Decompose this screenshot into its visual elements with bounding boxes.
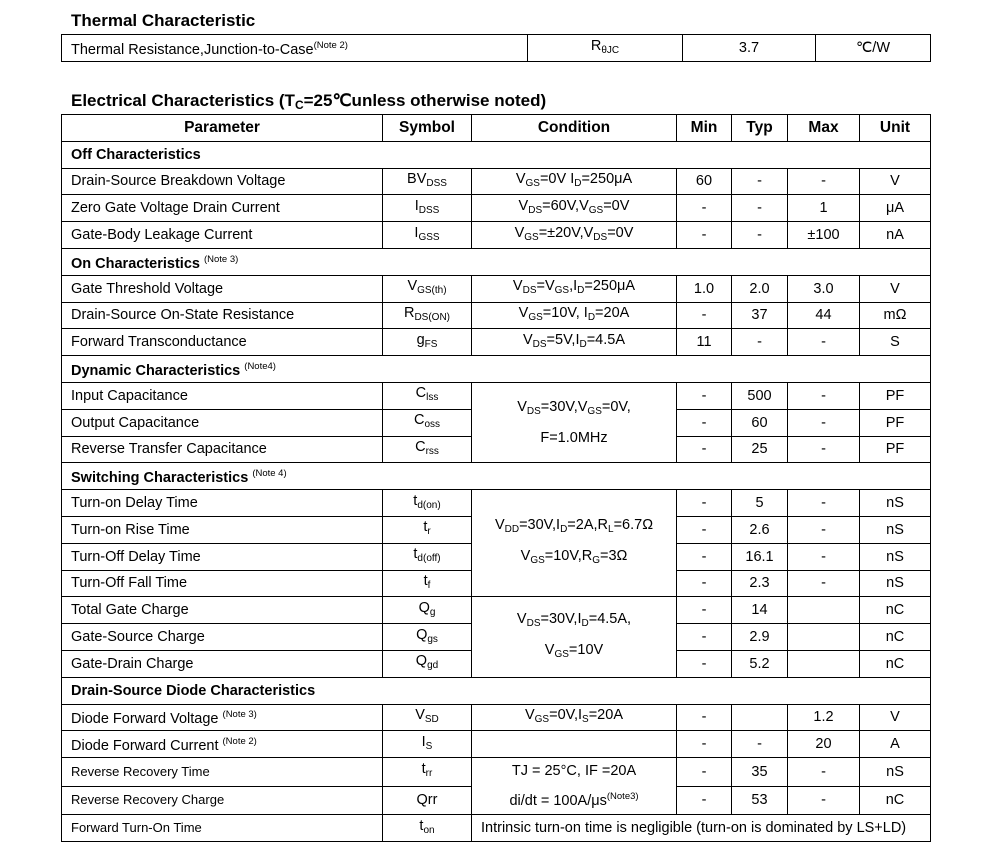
symbol-cell: $t_{rr}$ bbox=[383, 758, 472, 787]
max-cell bbox=[788, 650, 860, 677]
param-cell: Gate Threshold Voltage bbox=[62, 275, 383, 302]
typ-cell: - bbox=[732, 195, 788, 222]
unit-cell: μA bbox=[860, 195, 931, 222]
thermal-symbol: $R_{\theta JC}$ bbox=[528, 35, 683, 62]
typ-cell: 500 bbox=[732, 382, 788, 409]
typ-cell: 14 bbox=[732, 597, 788, 624]
typ-cell: 2.3 bbox=[732, 570, 788, 597]
max-cell: 20 bbox=[788, 731, 860, 758]
unit-cell: V bbox=[860, 704, 931, 731]
unit-cell: V bbox=[860, 275, 931, 302]
symbol-cell: $g_{FS}$ bbox=[383, 329, 472, 356]
table-row bbox=[62, 731, 931, 758]
param-cell: Turn-on Rise Time bbox=[62, 516, 383, 543]
typ-cell: 2.0 bbox=[732, 275, 788, 302]
table-row bbox=[62, 302, 931, 329]
symbol-cell: $C_{oss}$ bbox=[383, 409, 472, 436]
param-cell: Output Capacitance bbox=[62, 409, 383, 436]
table-row bbox=[62, 195, 931, 222]
section-switching: Switching Characteristics $^{(Note 4)}$ bbox=[62, 463, 931, 490]
condition-cell: $V_{DS}=60V,V_{GS}=0V$ bbox=[472, 195, 677, 222]
param-cell: Total Gate Charge bbox=[62, 597, 383, 624]
unit-cell: PF bbox=[860, 382, 931, 409]
col-header-typ: Typ bbox=[732, 115, 788, 142]
condition-cell: $V_{GS}=10V$, $I_D=20A$ bbox=[472, 302, 677, 329]
typ-cell bbox=[732, 704, 788, 731]
symbol-cell: $t_{d(on)}$ bbox=[383, 490, 472, 517]
min-cell: - bbox=[677, 516, 732, 543]
symbol-cell: $V_{SD}$ bbox=[383, 704, 472, 731]
condition-cell: $V_{DS}=30V,V_{GS}=0V$, F=1.0MHz bbox=[472, 382, 677, 462]
table-row bbox=[62, 704, 931, 731]
max-cell bbox=[788, 597, 860, 624]
min-cell: - bbox=[677, 222, 732, 249]
unit-cell: nS bbox=[860, 490, 931, 517]
symbol-cell: $Q_{gs}$ bbox=[383, 624, 472, 651]
typ-cell: 2.9 bbox=[732, 624, 788, 651]
unit-cell: nC bbox=[860, 597, 931, 624]
param-cell: Reverse Recovery Time bbox=[62, 758, 383, 787]
section-on: On Characteristics $^{(Note 3)}$ bbox=[62, 248, 931, 275]
param-cell: Input Capacitance bbox=[62, 382, 383, 409]
param-cell: Drain-Source On-State Resistance bbox=[62, 302, 383, 329]
col-header-min: Min bbox=[677, 115, 732, 142]
unit-cell: PF bbox=[860, 436, 931, 463]
max-cell: - bbox=[788, 758, 860, 787]
max-cell: - bbox=[788, 436, 860, 463]
max-cell: 1 bbox=[788, 195, 860, 222]
min-cell: - bbox=[677, 570, 732, 597]
symbol-cell: $I_S$ bbox=[383, 731, 472, 758]
symbol-cell: $I_{GSS}$ bbox=[383, 222, 472, 249]
param-cell: Gate-Drain Charge bbox=[62, 650, 383, 677]
unit-cell: nC bbox=[860, 650, 931, 677]
unit-cell: nA bbox=[860, 222, 931, 249]
symbol-cell: $V_{GS(th)}$ bbox=[383, 275, 472, 302]
thermal-title: Thermal Characteristic bbox=[71, 11, 256, 30]
section-row bbox=[62, 356, 931, 383]
param-cell: Zero Gate Voltage Drain Current bbox=[62, 195, 383, 222]
condition-cell: $V_{GS}=\pm 20V,V_{DS}=0V$ bbox=[472, 222, 677, 249]
symbol-cell: $t_f$ bbox=[383, 570, 472, 597]
unit-cell: nS bbox=[860, 516, 931, 543]
col-header-symbol: Symbol bbox=[383, 115, 472, 142]
symbol-cell: $I_{DSS}$ bbox=[383, 195, 472, 222]
param-cell: Gate-Body Leakage Current bbox=[62, 222, 383, 249]
unit-cell: nS bbox=[860, 570, 931, 597]
header-row bbox=[62, 115, 931, 142]
min-cell: 1.0 bbox=[677, 275, 732, 302]
col-header-unit: Unit bbox=[860, 115, 931, 142]
min-cell: - bbox=[677, 731, 732, 758]
min-cell: - bbox=[677, 302, 732, 329]
param-cell: Forward Transconductance bbox=[62, 329, 383, 356]
max-cell: ±100 bbox=[788, 222, 860, 249]
symbol-cell: $BV_{DSS}$ bbox=[383, 168, 472, 195]
symbol-cell: Qrr bbox=[383, 786, 472, 815]
table-row bbox=[62, 275, 931, 302]
param-cell: Gate-Source Charge bbox=[62, 624, 383, 651]
symbol-cell: $C_{lss}$ bbox=[383, 382, 472, 409]
min-cell: - bbox=[677, 490, 732, 517]
section-dynamic: Dynamic Characteristics $^{(Note4)}$ bbox=[62, 356, 931, 383]
symbol-cell: $t_{on}$ bbox=[383, 815, 472, 842]
max-cell: - bbox=[788, 786, 860, 815]
condition-cell: Intrinsic turn-on time is negligible (turn-on is dominated by LS+LD) bbox=[472, 815, 931, 842]
condition-cell: TJ = 25°C, IF =20A di/dt = 100A/μs$^{(Note3)}$ bbox=[472, 758, 677, 815]
typ-cell: - bbox=[732, 222, 788, 249]
electrical-title: Electrical Characteristics ($T_C=25℃unless$ otherwise noted) bbox=[71, 91, 547, 112]
unit-cell: S bbox=[860, 329, 931, 356]
unit-cell: mΩ bbox=[860, 302, 931, 329]
section-off: Off Characteristics bbox=[62, 141, 931, 168]
max-cell bbox=[788, 624, 860, 651]
table-row bbox=[62, 35, 931, 62]
param-cell: Turn-Off Delay Time bbox=[62, 543, 383, 570]
min-cell: - bbox=[677, 597, 732, 624]
thermal-table bbox=[61, 34, 931, 62]
typ-cell: 53 bbox=[732, 786, 788, 815]
min-cell: - bbox=[677, 543, 732, 570]
min-cell: - bbox=[677, 624, 732, 651]
max-cell: - bbox=[788, 168, 860, 195]
condition-cell bbox=[472, 731, 677, 758]
unit-cell: PF bbox=[860, 409, 931, 436]
param-cell: Forward Turn-On Time bbox=[62, 815, 383, 842]
param-cell: Reverse Recovery Charge bbox=[62, 786, 383, 815]
unit-cell: V bbox=[860, 168, 931, 195]
col-header-condition: Condition bbox=[472, 115, 677, 142]
thermal-param: Thermal Resistance,Junction-to-Case$^{(Note 2)}$ bbox=[62, 35, 528, 62]
max-cell: - bbox=[788, 329, 860, 356]
min-cell: 60 bbox=[677, 168, 732, 195]
param-cell: Diode Forward Current $^{(Note 2)}$ bbox=[62, 731, 383, 758]
max-cell: 44 bbox=[788, 302, 860, 329]
table-row bbox=[62, 758, 931, 787]
section-row bbox=[62, 248, 931, 275]
typ-cell: - bbox=[732, 168, 788, 195]
section-row bbox=[62, 463, 931, 490]
typ-cell: 5.2 bbox=[732, 650, 788, 677]
unit-cell: nS bbox=[860, 543, 931, 570]
symbol-cell: $Q_g$ bbox=[383, 597, 472, 624]
min-cell: - bbox=[677, 382, 732, 409]
condition-cell: $V_{GS}=0V,I_S=20A$ bbox=[472, 704, 677, 731]
max-cell: - bbox=[788, 543, 860, 570]
min-cell: - bbox=[677, 704, 732, 731]
min-cell: 11 bbox=[677, 329, 732, 356]
thermal-unit: ℃/W bbox=[816, 35, 931, 62]
min-cell: - bbox=[677, 650, 732, 677]
max-cell: 3.0 bbox=[788, 275, 860, 302]
symbol-cell: $R_{DS(ON)}$ bbox=[383, 302, 472, 329]
condition-cell: $V_{DS}=V_{GS},I_D=250\mu A$ bbox=[472, 275, 677, 302]
max-cell: - bbox=[788, 490, 860, 517]
table-row bbox=[62, 222, 931, 249]
min-cell: - bbox=[677, 436, 732, 463]
thermal-value: 3.7 bbox=[683, 35, 816, 62]
symbol-cell: $C_{rss}$ bbox=[383, 436, 472, 463]
typ-cell: 37 bbox=[732, 302, 788, 329]
col-header-parameter: Parameter bbox=[62, 115, 383, 142]
condition-cell: $V_{GS}=0V$ $I_D=250\mu A$ bbox=[472, 168, 677, 195]
col-header-max: Max bbox=[788, 115, 860, 142]
unit-cell: nC bbox=[860, 624, 931, 651]
max-cell: - bbox=[788, 382, 860, 409]
typ-cell: 60 bbox=[732, 409, 788, 436]
min-cell: - bbox=[677, 758, 732, 787]
param-cell: Drain-Source Breakdown Voltage bbox=[62, 168, 383, 195]
symbol-cell: $Q_{gd}$ bbox=[383, 650, 472, 677]
min-cell: - bbox=[677, 409, 732, 436]
param-cell: Reverse Transfer Capacitance bbox=[62, 436, 383, 463]
typ-cell: 16.1 bbox=[732, 543, 788, 570]
table-row bbox=[62, 168, 931, 195]
min-cell: - bbox=[677, 786, 732, 815]
table-row bbox=[62, 815, 931, 842]
param-cell: Diode Forward Voltage $^{(Note 3)}$ bbox=[62, 704, 383, 731]
param-cell: Turn-Off Fall Time bbox=[62, 570, 383, 597]
condition-cell: $V_{DD}=30V,I_D=2A,R_L=6.7\Omega$ $V_{GS}=10V,R_G=3\Omega$ bbox=[472, 490, 677, 597]
typ-cell: 5 bbox=[732, 490, 788, 517]
max-cell: - bbox=[788, 570, 860, 597]
condition-cell: $V_{DS}=30V,I_D=4.5A$, $V_{GS}=10V$ bbox=[472, 597, 677, 677]
typ-cell: 2.6 bbox=[732, 516, 788, 543]
max-cell: 1.2 bbox=[788, 704, 860, 731]
section-row bbox=[62, 677, 931, 704]
unit-cell: nS bbox=[860, 758, 931, 787]
symbol-cell: $t_r$ bbox=[383, 516, 472, 543]
min-cell: - bbox=[677, 195, 732, 222]
typ-cell: 35 bbox=[732, 758, 788, 787]
condition-cell: $V_{DS}=5V,I_D=4.5A$ bbox=[472, 329, 677, 356]
unit-cell: A bbox=[860, 731, 931, 758]
max-cell: - bbox=[788, 409, 860, 436]
table-row bbox=[62, 382, 931, 409]
electrical-table bbox=[61, 114, 931, 842]
table-row bbox=[62, 597, 931, 624]
typ-cell: - bbox=[732, 329, 788, 356]
symbol-cell: $t_{d(off)}$ bbox=[383, 543, 472, 570]
max-cell: - bbox=[788, 516, 860, 543]
table-row bbox=[62, 490, 931, 517]
section-diode: Drain-Source Diode Characteristics bbox=[62, 677, 931, 704]
typ-cell: 25 bbox=[732, 436, 788, 463]
param-cell: Turn-on Delay Time bbox=[62, 490, 383, 517]
typ-cell: - bbox=[732, 731, 788, 758]
section-row bbox=[62, 141, 931, 168]
table-row bbox=[62, 329, 931, 356]
unit-cell: nC bbox=[860, 786, 931, 815]
note-ref: (Note 2) bbox=[313, 40, 348, 51]
